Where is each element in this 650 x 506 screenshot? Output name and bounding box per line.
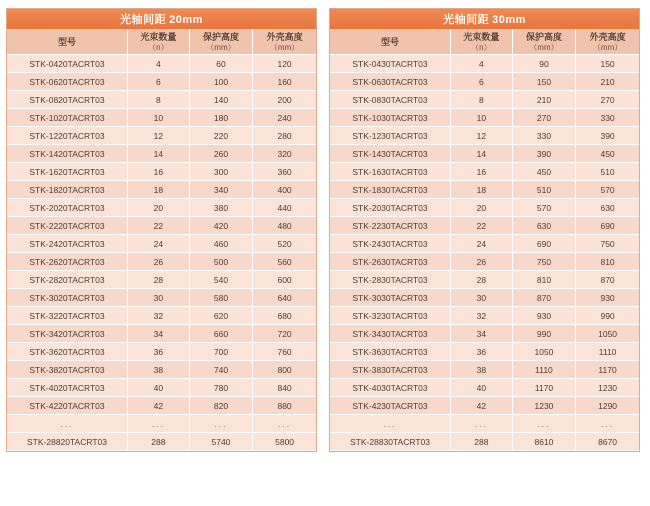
table-row — [7, 109, 316, 127]
table-row — [7, 73, 316, 91]
cell-protection-height: 500 — [189, 253, 252, 271]
table-row — [7, 253, 316, 271]
cell-model: ... — [330, 415, 451, 433]
cell-protection-height: 700 — [189, 343, 252, 361]
cell-model: STK-3420TACRT03 — [7, 325, 128, 343]
cell-shell-height: 400 — [253, 181, 316, 199]
table-row — [330, 109, 639, 127]
cell-protection-height: 330 — [512, 127, 575, 145]
cell-beam-count: 18 — [451, 181, 513, 199]
cell-model: STK-4220TACRT03 — [7, 397, 128, 415]
cell-beam-count: 10 — [128, 109, 190, 127]
cell-protection-height: 420 — [189, 217, 252, 235]
cell-protection-height: 90 — [512, 55, 575, 73]
cell-model: STK-2630TACRT03 — [330, 253, 451, 271]
cell-protection-height: 270 — [512, 109, 575, 127]
cell-beam-count: 24 — [128, 235, 190, 253]
cell-protection-height: 540 — [189, 271, 252, 289]
cell-protection-height: 100 — [189, 73, 252, 91]
cell-beam-count: 30 — [451, 289, 513, 307]
cell-model: STK-1820TACRT03 — [7, 181, 128, 199]
cell-model: STK-3020TACRT03 — [7, 289, 128, 307]
cell-beam-count: 40 — [451, 379, 513, 397]
table-title-cell — [7, 9, 316, 29]
cell-beam-count: 26 — [128, 253, 190, 271]
cell-model: STK-3820TACRT03 — [7, 361, 128, 379]
table-row — [7, 55, 316, 73]
cell-model: STK-3620TACRT03 — [7, 343, 128, 361]
cell-beam-count: 20 — [128, 199, 190, 217]
cell-beam-count: 8 — [128, 91, 190, 109]
cell-protection-height: 460 — [189, 235, 252, 253]
cell-model: STK-2420TACRT03 — [7, 235, 128, 253]
table-row — [7, 307, 316, 325]
cell-shell-height: 880 — [253, 397, 316, 415]
cell-protection-height: 740 — [189, 361, 252, 379]
table-row — [330, 379, 639, 397]
cell-protection-height: 690 — [512, 235, 575, 253]
cell-model: STK-0430TACRT03 — [330, 55, 451, 73]
table-row — [330, 433, 639, 451]
cell-shell-height: 870 — [576, 271, 639, 289]
cell-beam-count: 22 — [128, 217, 190, 235]
cell-shell-height: 360 — [253, 163, 316, 181]
cell-beam-count: 14 — [128, 145, 190, 163]
cell-shell-height: 8670 — [576, 433, 639, 451]
cell-model: STK-3430TACRT03 — [330, 325, 451, 343]
table — [7, 9, 316, 451]
table-title-row — [330, 9, 639, 29]
cell-protection-height: 140 — [189, 91, 252, 109]
cell-model: STK-0630TACRT03 — [330, 73, 451, 91]
table-row — [7, 91, 316, 109]
cell-shell-height: 1050 — [576, 325, 639, 343]
cell-model: STK-0620TACRT03 — [7, 73, 128, 91]
cell-beam-count: 16 — [451, 163, 513, 181]
cell-shell-height: 160 — [253, 73, 316, 91]
cell-protection-height: 450 — [512, 163, 575, 181]
cell-model: STK-3830TACRT03 — [330, 361, 451, 379]
table-row — [330, 217, 639, 235]
cell-model: STK-1230TACRT03 — [330, 127, 451, 145]
cell-model: STK-2220TACRT03 — [7, 217, 128, 235]
cell-shell-height: 560 — [253, 253, 316, 271]
cell-beam-count: 28 — [451, 271, 513, 289]
cell-shell-height: 800 — [253, 361, 316, 379]
table-row — [330, 343, 639, 361]
cell-model: STK-1830TACRT03 — [330, 181, 451, 199]
cell-protection-height: 780 — [189, 379, 252, 397]
cell-shell-height: 630 — [576, 199, 639, 217]
cell-protection-height: 8610 — [512, 433, 575, 451]
cell-beam-count: 12 — [451, 127, 513, 145]
table-row — [330, 55, 639, 73]
cell-model: STK-2230TACRT03 — [330, 217, 451, 235]
cell-protection-height: 220 — [189, 127, 252, 145]
table-row — [330, 253, 639, 271]
table-row — [330, 325, 639, 343]
cell-beam-count: 36 — [451, 343, 513, 361]
table-row — [7, 127, 316, 145]
column-header-beam-count — [451, 29, 513, 55]
column-header-unit: （mm） — [529, 43, 559, 53]
cell-beam-count: 16 — [128, 163, 190, 181]
cell-protection-height: 1050 — [512, 343, 575, 361]
cell-model: STK-3230TACRT03 — [330, 307, 451, 325]
cell-shell-height: ... — [576, 415, 639, 433]
table-row — [330, 361, 639, 379]
column-header-label: 型号 — [380, 37, 399, 47]
table-title-cell — [330, 9, 639, 29]
cell-protection-height: 210 — [512, 91, 575, 109]
column-header-label: 保护高度 — [525, 32, 562, 42]
cell-shell-height: 690 — [576, 217, 639, 235]
cell-shell-height: 480 — [253, 217, 316, 235]
cell-beam-count: 40 — [128, 379, 190, 397]
table-title-label: 光轴间距 — [120, 14, 167, 26]
cell-protection-height: 510 — [512, 181, 575, 199]
table-row — [330, 289, 639, 307]
cell-protection-height: 630 — [512, 217, 575, 235]
column-header-label: 保护高度 — [202, 32, 239, 42]
cell-beam-count: 288 — [451, 433, 513, 451]
table-row — [7, 361, 316, 379]
table-row — [330, 181, 639, 199]
cell-protection-height: 660 — [189, 325, 252, 343]
cell-beam-count: 12 — [128, 127, 190, 145]
table-title-value: 30mm — [492, 14, 526, 26]
cell-protection-height: 570 — [512, 199, 575, 217]
cell-beam-count: 34 — [451, 325, 513, 343]
cell-shell-height: 1290 — [576, 397, 639, 415]
cell-beam-count: 20 — [451, 199, 513, 217]
cell-shell-height: 600 — [253, 271, 316, 289]
cell-protection-height: 810 — [512, 271, 575, 289]
table-row — [7, 235, 316, 253]
cell-shell-height: 720 — [253, 325, 316, 343]
cell-beam-count: 22 — [451, 217, 513, 235]
cell-beam-count: 4 — [128, 55, 190, 73]
cell-model: STK-2030TACRT03 — [330, 199, 451, 217]
column-header-shell-height — [576, 29, 639, 55]
cell-beam-count: 32 — [451, 307, 513, 325]
column-header-unit: （mm） — [592, 43, 623, 53]
cell-shell-height: 330 — [576, 109, 639, 127]
cell-model: STK-3220TACRT03 — [7, 307, 128, 325]
cell-shell-height: 1230 — [576, 379, 639, 397]
cell-beam-count: 36 — [128, 343, 190, 361]
column-header-unit: （mm） — [206, 43, 236, 53]
cell-shell-height: ... — [253, 415, 316, 433]
cell-protection-height: ... — [189, 415, 252, 433]
table-row — [7, 433, 316, 451]
cell-beam-count: 42 — [128, 397, 190, 415]
cell-protection-height: 300 — [189, 163, 252, 181]
cell-protection-height: 150 — [512, 73, 575, 91]
cell-shell-height: 760 — [253, 343, 316, 361]
cell-beam-count: 38 — [128, 361, 190, 379]
table-row — [7, 181, 316, 199]
cell-protection-height: 380 — [189, 199, 252, 217]
cell-beam-count: 32 — [128, 307, 190, 325]
table-row — [330, 91, 639, 109]
cell-protection-height: 580 — [189, 289, 252, 307]
cell-shell-height: 120 — [253, 55, 316, 73]
table-body — [7, 55, 316, 451]
cell-shell-height: 440 — [253, 199, 316, 217]
column-header-unit: （mm） — [269, 43, 300, 53]
cell-shell-height: 240 — [253, 109, 316, 127]
cell-model: STK-28820TACRT03 — [7, 433, 128, 451]
cell-shell-height: 570 — [576, 181, 639, 199]
cell-model: STK-1630TACRT03 — [330, 163, 451, 181]
cell-protection-height: 870 — [512, 289, 575, 307]
column-header-protection-height — [512, 29, 575, 55]
column-header-label: 外壳高度 — [266, 32, 303, 42]
table-row — [7, 217, 316, 235]
cell-model: STK-3030TACRT03 — [330, 289, 451, 307]
table-row — [330, 73, 639, 91]
table-row — [330, 307, 639, 325]
table-row — [7, 199, 316, 217]
column-header-shell-height — [253, 29, 316, 55]
cell-model: STK-1430TACRT03 — [330, 145, 451, 163]
spec-table-30mm — [329, 8, 640, 452]
cell-shell-height: 390 — [576, 127, 639, 145]
cell-protection-height: 260 — [189, 145, 252, 163]
cell-beam-count: 24 — [451, 235, 513, 253]
table-title-value: 20mm — [169, 14, 203, 26]
cell-shell-height: 200 — [253, 91, 316, 109]
table-title-label: 光轴间距 — [443, 14, 490, 26]
table-body — [330, 55, 639, 451]
cell-model: STK-2430TACRT03 — [330, 235, 451, 253]
column-header-beam-count — [128, 29, 190, 55]
table-row — [7, 271, 316, 289]
cell-protection-height: 620 — [189, 307, 252, 325]
cell-shell-height: 810 — [576, 253, 639, 271]
cell-shell-height: 210 — [576, 73, 639, 91]
table-header-row — [330, 29, 639, 55]
cell-model: STK-4030TACRT03 — [330, 379, 451, 397]
cell-shell-height: 510 — [576, 163, 639, 181]
table-row-ellipsis — [330, 415, 639, 433]
table-row — [7, 343, 316, 361]
cell-protection-height: 820 — [189, 397, 252, 415]
cell-model: STK-1220TACRT03 — [7, 127, 128, 145]
table-header-row — [7, 29, 316, 55]
cell-shell-height: 280 — [253, 127, 316, 145]
table-row — [330, 163, 639, 181]
cell-shell-height: 930 — [576, 289, 639, 307]
cell-shell-height: 320 — [253, 145, 316, 163]
table-row — [330, 271, 639, 289]
table-row — [7, 325, 316, 343]
cell-shell-height: 150 — [576, 55, 639, 73]
column-header-unit: （n） — [471, 43, 492, 53]
column-header-label: 外壳高度 — [589, 32, 626, 42]
cell-shell-height: 840 — [253, 379, 316, 397]
column-header-label: 光束数量 — [463, 32, 500, 42]
cell-protection-height: 990 — [512, 325, 575, 343]
column-header-label: 型号 — [57, 37, 76, 47]
cell-beam-count: 10 — [451, 109, 513, 127]
cell-model: STK-2020TACRT03 — [7, 199, 128, 217]
cell-shell-height: 680 — [253, 307, 316, 325]
cell-protection-height: 750 — [512, 253, 575, 271]
cell-protection-height: 60 — [189, 55, 252, 73]
cell-model: STK-4230TACRT03 — [330, 397, 451, 415]
column-header-unit: （n） — [148, 43, 169, 53]
cell-beam-count: 42 — [451, 397, 513, 415]
cell-model: STK-1420TACRT03 — [7, 145, 128, 163]
cell-beam-count: 26 — [451, 253, 513, 271]
cell-protection-height: 1110 — [512, 361, 575, 379]
cell-beam-count: 28 — [128, 271, 190, 289]
column-header-protection-height — [189, 29, 252, 55]
cell-model: STK-0830TACRT03 — [330, 91, 451, 109]
cell-beam-count: 6 — [128, 73, 190, 91]
column-header-model — [7, 29, 128, 55]
cell-model: STK-0420TACRT03 — [7, 55, 128, 73]
cell-model: STK-0820TACRT03 — [7, 91, 128, 109]
cell-model: STK-1030TACRT03 — [330, 109, 451, 127]
cell-protection-height: 930 — [512, 307, 575, 325]
cell-model: STK-28830TACRT03 — [330, 433, 451, 451]
spec-table-20mm — [6, 8, 317, 452]
table-row — [330, 397, 639, 415]
cell-beam-count: 288 — [128, 433, 190, 451]
cell-beam-count: 14 — [451, 145, 513, 163]
cell-beam-count: 8 — [451, 91, 513, 109]
cell-model: ... — [7, 415, 128, 433]
table-row — [7, 289, 316, 307]
cell-protection-height: 1230 — [512, 397, 575, 415]
cell-shell-height: 270 — [576, 91, 639, 109]
cell-beam-count: 18 — [128, 181, 190, 199]
table-row — [330, 145, 639, 163]
table — [330, 9, 639, 451]
cell-shell-height: 1110 — [576, 343, 639, 361]
cell-shell-height: 450 — [576, 145, 639, 163]
column-header-label: 光束数量 — [140, 32, 177, 42]
table-row — [7, 163, 316, 181]
cell-beam-count: 38 — [451, 361, 513, 379]
table-row-ellipsis — [7, 415, 316, 433]
cell-protection-height: 1170 — [512, 379, 575, 397]
cell-shell-height: 640 — [253, 289, 316, 307]
cell-model: STK-1620TACRT03 — [7, 163, 128, 181]
cell-beam-count: 4 — [451, 55, 513, 73]
cell-model: STK-2830TACRT03 — [330, 271, 451, 289]
table-row — [7, 145, 316, 163]
cell-protection-height: 390 — [512, 145, 575, 163]
cell-beam-count: ... — [451, 415, 513, 433]
cell-model: STK-4020TACRT03 — [7, 379, 128, 397]
table-row — [7, 379, 316, 397]
cell-shell-height: 750 — [576, 235, 639, 253]
column-header-model — [330, 29, 451, 55]
table-title-row — [7, 9, 316, 29]
table-row — [330, 235, 639, 253]
cell-beam-count: 6 — [451, 73, 513, 91]
cell-shell-height: 990 — [576, 307, 639, 325]
cell-protection-height: 340 — [189, 181, 252, 199]
cell-model: STK-1020TACRT03 — [7, 109, 128, 127]
cell-model: STK-3630TACRT03 — [330, 343, 451, 361]
table-row — [7, 397, 316, 415]
cell-protection-height: ... — [512, 415, 575, 433]
cell-shell-height: 5800 — [253, 433, 316, 451]
cell-beam-count: 30 — [128, 289, 190, 307]
cell-model: STK-2620TACRT03 — [7, 253, 128, 271]
cell-shell-height: 1170 — [576, 361, 639, 379]
table-row — [330, 127, 639, 145]
cell-beam-count: ... — [128, 415, 190, 433]
cell-protection-height: 180 — [189, 109, 252, 127]
cell-shell-height: 520 — [253, 235, 316, 253]
table-row — [330, 199, 639, 217]
cell-model: STK-2820TACRT03 — [7, 271, 128, 289]
cell-protection-height: 5740 — [189, 433, 252, 451]
cell-beam-count: 34 — [128, 325, 190, 343]
